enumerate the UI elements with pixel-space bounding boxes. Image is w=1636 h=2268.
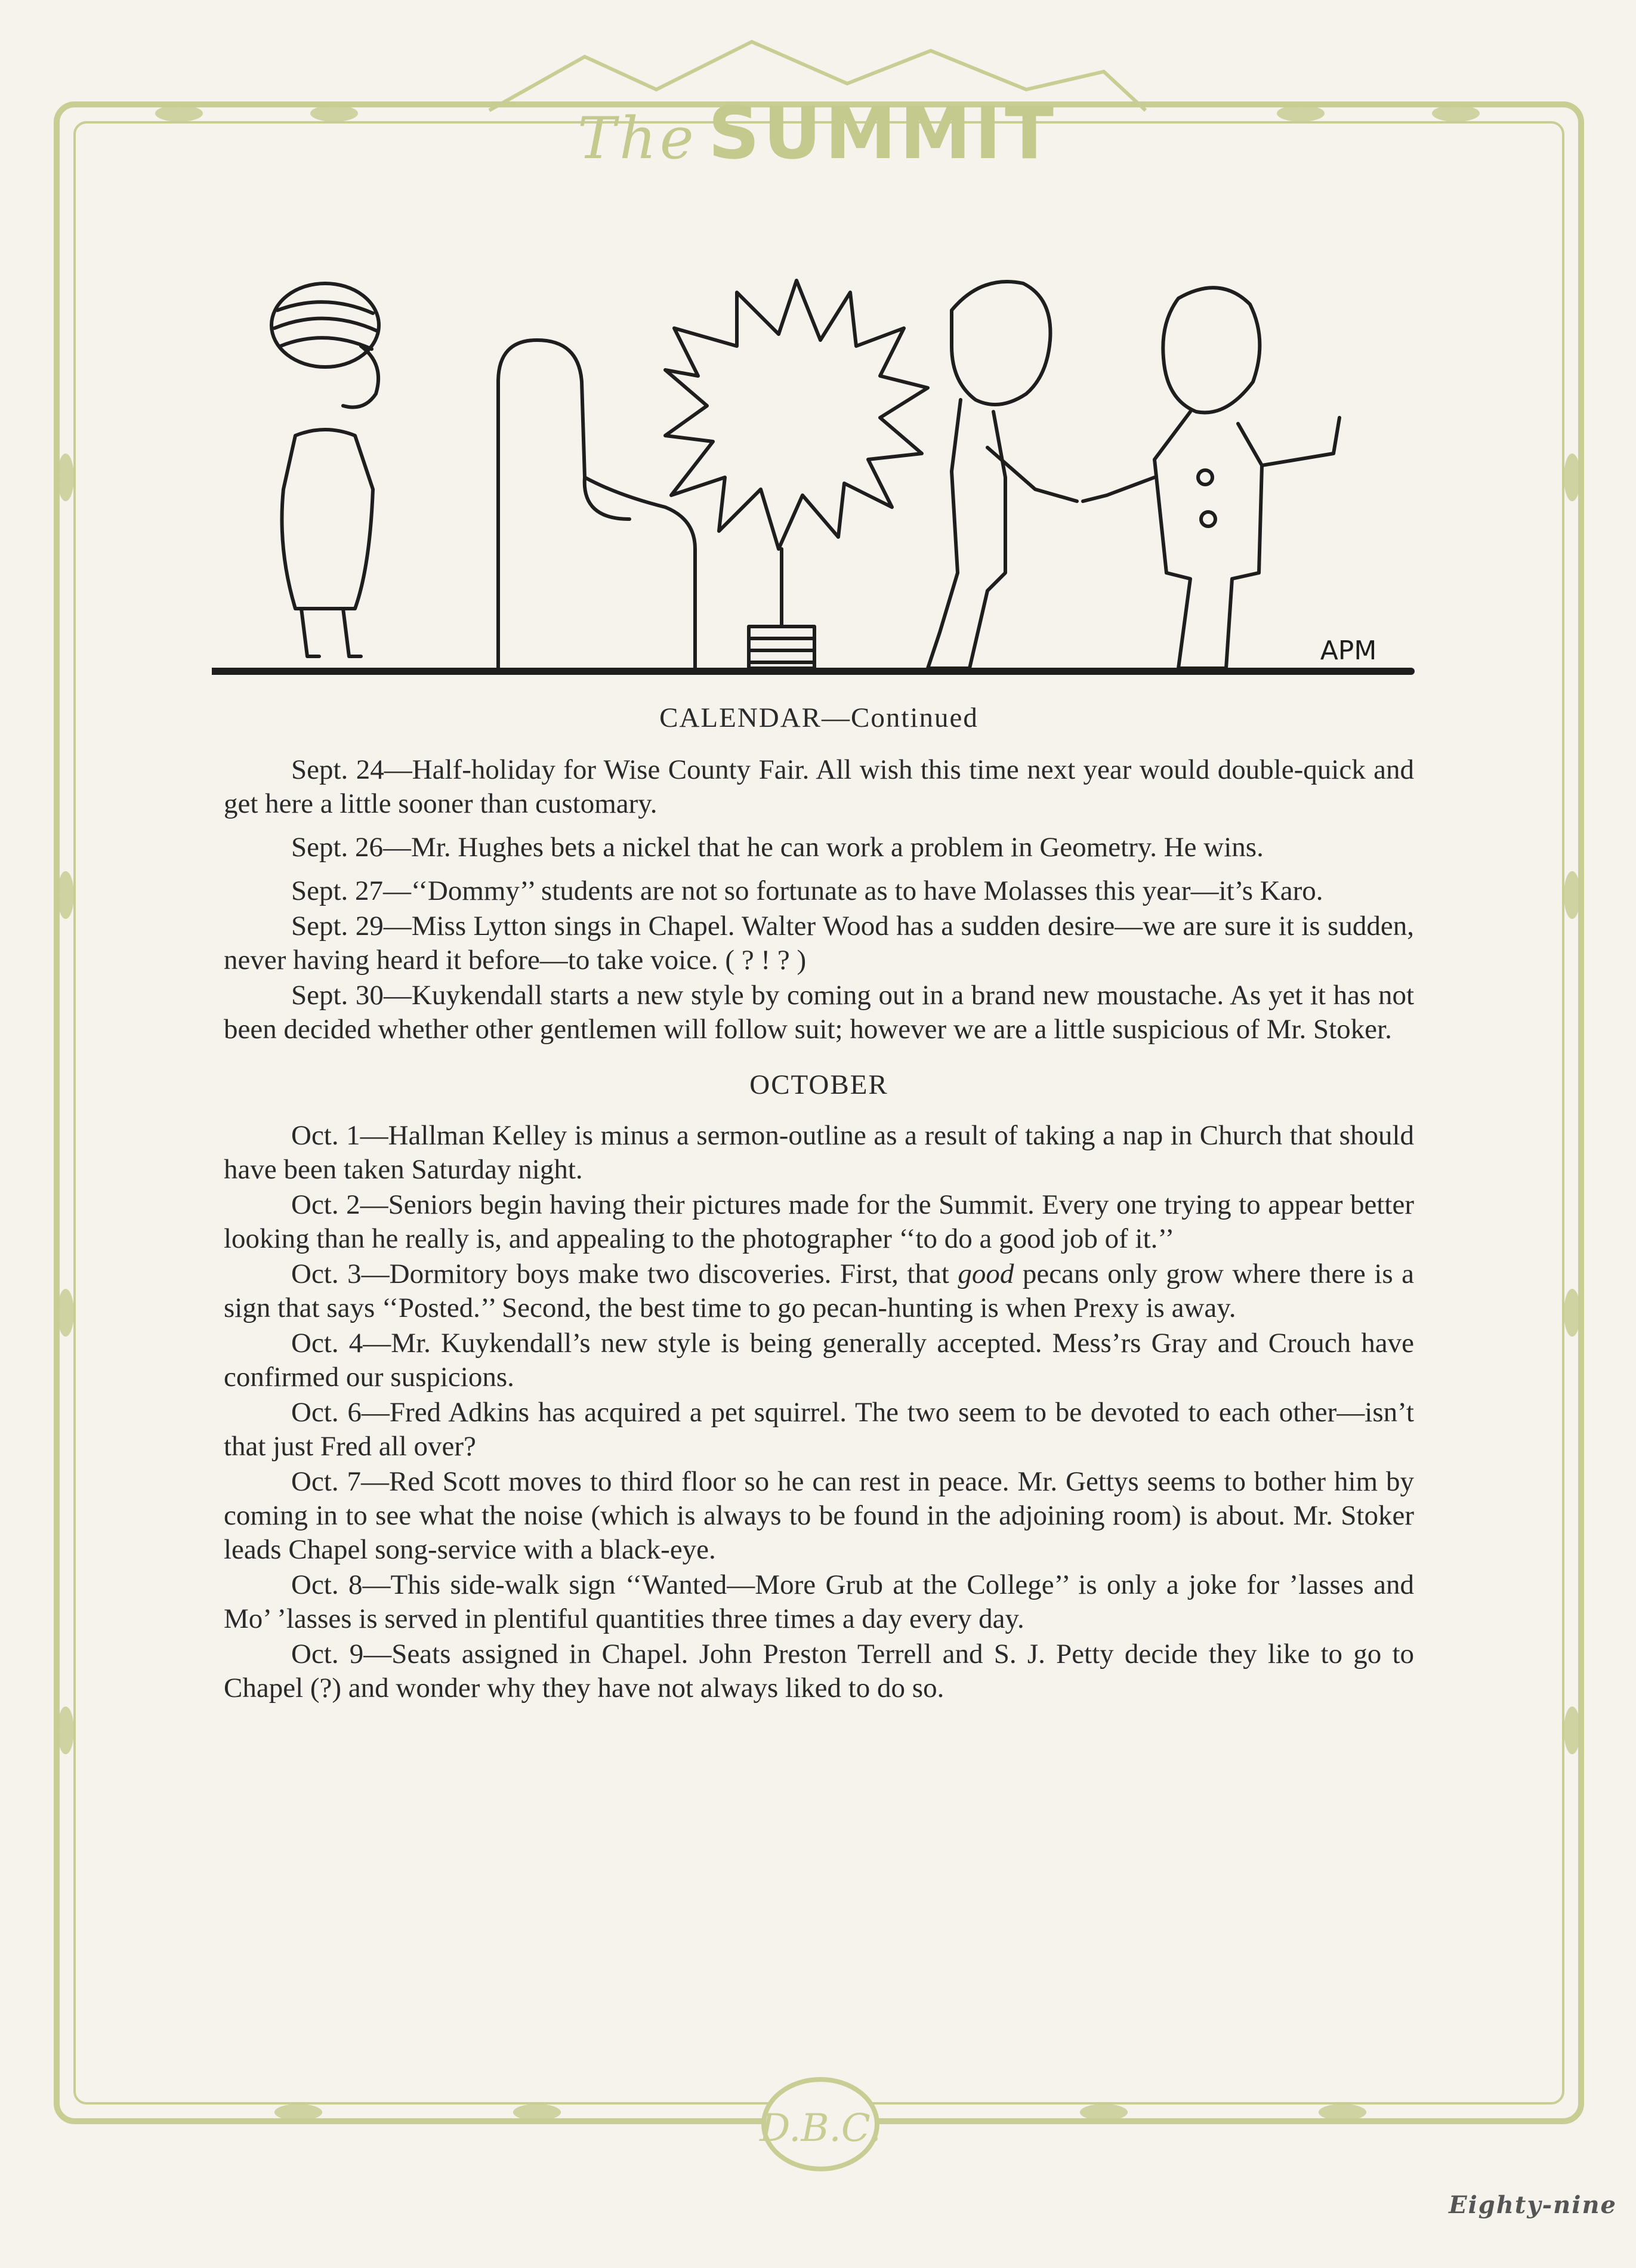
bush-illustration: [665, 280, 928, 668]
armchair: [498, 340, 695, 668]
october-entry: Oct. 8—This side-walk sign ‘‘Wanted—More Grub at the College’’ is only a joke for ’lasses and Mo’ ’lasses is served in plentiful quantities three times a day every day.: [224, 1569, 1414, 1634]
calendar-entry: Sept. 26—Mr. Hughes bets a nickel that he can work a problem in Geometry. He wins.: [291, 832, 1264, 863]
cartoon-illustration: [212, 239, 1417, 692]
october-entry: Oct. 9—Seats assigned in Chapel. John Preston Terrell and S. J. Petty decide they like to go to Chapel (?) and wonder why they have not always liked to do so.: [224, 1638, 1414, 1704]
calendar-entry: Sept. 24—Half-holiday for Wise County Fair. All wish this time next year would double-quick and get here a little sooner than customary.: [224, 754, 1414, 819]
woman-figure: [271, 283, 379, 656]
calendar-entry: Sept. 30—Kuykendall starts a new style by coming out in a brand new moustache. As yet it has not been decided whether other gentlemen will follow suit; however we are a little suspicious of Mr. Stoker.: [224, 980, 1414, 1045]
page-number: Eighty-nine: [1449, 2191, 1617, 2219]
masthead-the: The: [578, 105, 697, 172]
article-body: [224, 701, 1414, 1707]
october-entry: Oct. 3—Dormitory boys make two discoveries. First, that good pecans only grow where there is a sign that says ‘‘Posted.’’ Second, the best time to go pecan-hunting is when Prexy is away.: [224, 1258, 1414, 1323]
october-entry: Oct. 4—Mr. Kuykendall’s new style is being generally accepted. Mess’rs Gray and Crouch have confirmed our suspicions.: [224, 1328, 1414, 1393]
october-entry: Oct. 7—Red Scott moves to third floor so he can rest in peace. Mr. Gettys seems to bother him by coming in to see what the noise (which is always to be found in the adjoining room) is about. Mr. Stoker leads Chapel song-service with a black-eye.: [224, 1466, 1414, 1565]
masthead-title: SUMMIT: [708, 92, 1057, 175]
october-entries: [224, 1119, 1414, 1705]
monogram-ornament: [759, 2079, 881, 2169]
artist-signature: APM: [1320, 635, 1377, 666]
october-heading: OCTOBER: [749, 1069, 888, 1100]
october-entry: Oct. 6—Fred Adkins has acquired a pet squirrel. The two seem to be devoted to each other—isn’t that just Fred all over?: [224, 1397, 1414, 1462]
man-left-figure: [928, 282, 1077, 668]
october-entry: Oct. 1—Hallman Kelley is minus a sermon-outline as a result of taking a nap in Church that should have been taken Saturday night.: [224, 1120, 1414, 1185]
calendar-entry: Sept. 29—Miss Lytton sings in Chapel. Walter Wood has a sudden desire—we are sure it is sudden, never having heard it before—to take voice. ( ? ! ? ): [224, 911, 1414, 976]
masthead: [489, 90, 1146, 179]
calendar-heading: CALENDAR—Continued: [659, 702, 978, 733]
monogram-text: D.B.C.: [760, 2106, 881, 2150]
calendar-entry: Sept. 27—‘‘Dommy’’ students are not so fortunate as to have Molasses this year—it’s Karo.: [291, 875, 1323, 906]
man-right-figure: [1083, 288, 1339, 668]
october-entry: Oct. 2—Seniors begin having their pictures made for the Summit. Every one trying to appear better looking than he really is, and appealing to the photographer ‘‘to do a good job of it.’’: [224, 1189, 1414, 1254]
